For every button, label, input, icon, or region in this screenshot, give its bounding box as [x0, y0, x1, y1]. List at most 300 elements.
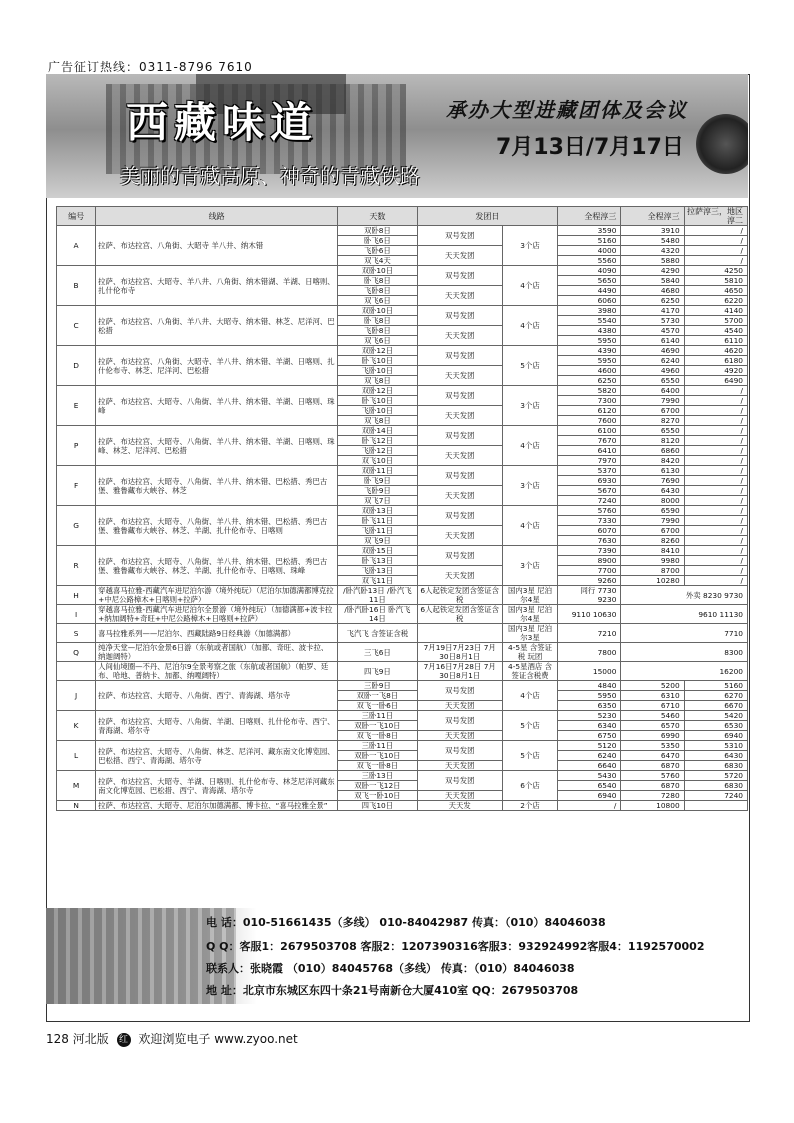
- price-cell: 4000: [558, 246, 621, 256]
- days-cell: 双飞一卧8日: [338, 731, 417, 741]
- shop-count: 3个店: [502, 226, 557, 266]
- price-cell: 6340: [558, 721, 621, 731]
- price-cell: 5820: [558, 386, 621, 396]
- price-cell: 6430: [621, 486, 684, 496]
- price-cell: 6250: [558, 376, 621, 386]
- route-code: Q: [57, 643, 96, 662]
- price-cell: 5160: [684, 681, 747, 691]
- price-cell: 8000: [621, 496, 684, 506]
- price-cell: 4170: [621, 306, 684, 316]
- route-desc: 拉萨、布达拉宫、大昭寺、八角街、西宁、青海湖、塔尔寺: [96, 681, 338, 711]
- price-cell: 5720: [684, 771, 747, 781]
- price-cell: 7280: [621, 791, 684, 801]
- price-cell: /: [684, 506, 747, 516]
- price-cell: 7700: [558, 566, 621, 576]
- route-code: D: [57, 346, 96, 386]
- price-cell: 6940: [558, 791, 621, 801]
- price-cell: 8260: [621, 536, 684, 546]
- price-cell: 5200: [621, 681, 684, 691]
- price-cell: 9980: [621, 556, 684, 566]
- days-cell: 卧飞12日: [338, 436, 417, 446]
- price-cell: 5950: [558, 356, 621, 366]
- shop-count: 5个店: [502, 711, 557, 741]
- departure-cell: 双号发团: [417, 226, 502, 246]
- table-row: [57, 226, 748, 236]
- days-cell: 双卧8日: [338, 226, 417, 236]
- price-cell: 5950: [558, 691, 621, 701]
- price-cell: 5430: [558, 771, 621, 781]
- departure-cell: 天天发团: [417, 526, 502, 546]
- days-cell: 双卧一飞10日: [338, 721, 417, 731]
- shop-count: 6个店: [502, 771, 557, 801]
- price-cell: 9260: [558, 576, 621, 586]
- price-cell: /: [684, 426, 747, 436]
- price-cell: /: [684, 536, 747, 546]
- logo-icon: 红: [117, 1033, 131, 1047]
- days-cell: 四飞10日: [338, 801, 417, 811]
- route-code: [57, 662, 96, 681]
- price-cell: 5810: [684, 276, 747, 286]
- price-cell: 6940: [684, 731, 747, 741]
- table-row: [57, 741, 748, 751]
- price-cell: /: [684, 526, 747, 536]
- days-cell: 双飞4天: [338, 256, 417, 266]
- days-cell: 三卧9日: [338, 681, 417, 691]
- price-cell: 4650: [684, 286, 747, 296]
- price-cell: 8420: [621, 456, 684, 466]
- hotel-cell: 国内3星 尼泊尔3星: [502, 624, 557, 643]
- route-desc: 拉萨、布达拉宫、大昭寺、羊八井、八角街、纳木错湖、羊湖、日喀则、扎什伦布寺: [96, 266, 338, 306]
- days-cell: 四飞9日: [338, 662, 417, 681]
- price-cell: 4290: [621, 266, 684, 276]
- route-desc: 拉萨、布达拉宫、大昭寺、八角街、羊八井、纳木错、巴松措、秀巴古堡、雅鲁藏布大峡谷、林芝、羊湖、扎什伦布寺、日喀则: [96, 506, 338, 546]
- banner: [46, 74, 748, 198]
- days-cell: 双飞一卧10日: [338, 791, 417, 801]
- contact-person: 联系人：张晓霞 （010）84045768（多线） 传真：（010）84046038: [206, 962, 575, 975]
- table-row: [57, 662, 748, 681]
- departure-cell: 双号发团: [417, 466, 502, 486]
- departure-cell: [417, 624, 502, 643]
- table-row: [57, 681, 748, 691]
- route-code: E: [57, 386, 96, 426]
- price-cell: 5650: [558, 276, 621, 286]
- price-cell: /: [684, 576, 747, 586]
- route-code: N: [57, 801, 96, 811]
- price-cell: /: [684, 396, 747, 406]
- price-cell: 6750: [558, 731, 621, 741]
- price-cell: 5950: [558, 336, 621, 346]
- price-cell: 6860: [621, 446, 684, 456]
- price-cell: 6530: [684, 721, 747, 731]
- route-code: B: [57, 266, 96, 306]
- shop-count: 3个店: [502, 546, 557, 586]
- site-link[interactable]: 欢迎浏览电子 www.zyoo.net: [138, 1032, 298, 1046]
- price-cell: /: [684, 226, 747, 236]
- price-cell: 4840: [558, 681, 621, 691]
- price-cell: 6930: [558, 476, 621, 486]
- departure-cell: 天天发团: [417, 731, 502, 741]
- route-desc: 拉萨、布达拉宫、大昭寺、八角街、羊八井、纳木错、巴松措、秀巴古堡、雅鲁藏布大峡谷、林芝、羊湖、扎什伦布寺、日喀则、珠峰: [96, 546, 338, 586]
- price-cell: 5840: [621, 276, 684, 286]
- price-cell: 4620: [684, 346, 747, 356]
- departure-cell: 双号发团: [417, 266, 502, 286]
- price-cell: 6350: [558, 701, 621, 711]
- days-cell: 飞卧8日: [338, 286, 417, 296]
- days-cell: /卧汽卧16日 卧汽飞14日: [338, 605, 417, 624]
- days-cell: 卧飞10日: [338, 396, 417, 406]
- days-cell: 双飞8日: [338, 376, 417, 386]
- price-cell: /: [684, 246, 747, 256]
- days-cell: 飞卧9日: [338, 486, 417, 496]
- days-cell: 三卧11日: [338, 741, 417, 751]
- header-departure: 发团日: [417, 207, 558, 226]
- days-cell: 飞卧6日: [338, 246, 417, 256]
- contact-phone: 电 话：010-51661435（多线） 010-84042987 传真：（010）84046038: [206, 916, 606, 929]
- price-cell: 6250: [621, 296, 684, 306]
- route-code: H: [57, 586, 96, 605]
- price-cell: 6140: [621, 336, 684, 346]
- route-desc: 穿越喜马拉雅-西藏汽车进尼泊尔全景游（境外纯玩）（加德满都+波卡拉+纳加阔特+奇旺+中尼公路樟木+日喀则+拉萨）: [96, 605, 338, 624]
- table-row: [57, 801, 748, 811]
- departure-cell: 双号发团: [417, 546, 502, 566]
- route-desc: 拉萨、布达拉宫、八角街、羊八井、大昭寺、纳木错、林芝、尼洋河、巴松措: [96, 306, 338, 346]
- price-cell: 6270: [684, 691, 747, 701]
- days-cell: 三飞6日: [338, 643, 417, 662]
- table-row: [57, 605, 748, 624]
- header-code: 编号: [57, 207, 96, 226]
- price-cell: /: [684, 446, 747, 456]
- departure-cell: 双号发团: [417, 386, 502, 406]
- departure-cell: 7月16日7月28日 7月30日8月1日: [417, 662, 502, 681]
- days-cell: 三卧11日: [338, 711, 417, 721]
- price-cell: 外卖 8230 9730: [621, 586, 748, 605]
- days-cell: 双飞一卧6日: [338, 701, 417, 711]
- ad-hotline: 广告征订热线：0311-8796 7610: [48, 60, 253, 74]
- hotel-cell: 国内3星 尼泊尔4星: [502, 586, 557, 605]
- table-row: [57, 506, 748, 516]
- price-cell: /: [684, 416, 747, 426]
- route-desc: 人间仙境圈—不丹、尼泊尔9全景考察之旅（东航或者国航）（帕罗、廷布、哈地、普纳卡、加都、纳嘎阔特）: [96, 662, 338, 681]
- price-cell: 5760: [558, 506, 621, 516]
- price-cell: /: [684, 456, 747, 466]
- route-desc: 拉萨、布达拉宫、大昭寺、羊湖、日喀则、扎什伦布寺、林芝尼洋河藏东南文化博览园、巴松措、西宁、青海湖、塔尔寺: [96, 771, 338, 801]
- price-cell: 5700: [684, 316, 747, 326]
- days-cell: 双飞10日: [338, 456, 417, 466]
- days-cell: 三卧13日: [338, 771, 417, 781]
- tour-price-table: [56, 206, 748, 811]
- price-cell: 4090: [558, 266, 621, 276]
- price-cell: 10280: [621, 576, 684, 586]
- price-cell: 7240: [684, 791, 747, 801]
- price-cell: 7710: [621, 624, 748, 643]
- departure-cell: 6人起铁定发团含签证含税: [417, 605, 502, 624]
- route-desc: 拉萨、布达拉宫、大昭寺、八角街、羊八井、纳木错、羊湖、日喀则、珠峰、林芝、尼洋河、巴松措: [96, 426, 338, 466]
- price-cell: 8300: [621, 643, 748, 662]
- route-code: G: [57, 506, 96, 546]
- price-cell: /: [684, 486, 747, 496]
- price-cell: 5480: [621, 236, 684, 246]
- days-cell: 飞卧12日: [338, 446, 417, 456]
- departure-cell: 双号发团: [417, 346, 502, 366]
- departure-cell: 天天发团: [417, 791, 502, 801]
- departure-cell: 双号发团: [417, 711, 502, 731]
- table-row: [57, 266, 748, 276]
- table-row: [57, 306, 748, 316]
- route-code: J: [57, 681, 96, 711]
- price-cell: 4390: [558, 346, 621, 356]
- price-cell: 4920: [684, 366, 747, 376]
- price-cell: 6310: [621, 691, 684, 701]
- price-cell: /: [684, 406, 747, 416]
- days-cell: 飞卧10日: [338, 406, 417, 416]
- price-cell: 5540: [558, 316, 621, 326]
- price-cell: 6640: [558, 761, 621, 771]
- price-cell: 同行 7730 9230: [558, 586, 621, 605]
- shop-count: 5个店: [502, 346, 557, 386]
- price-cell: 7390: [558, 546, 621, 556]
- departure-cell: 双号发团: [417, 771, 502, 791]
- price-cell: 9110 10630: [558, 605, 621, 624]
- route-desc: 喜马拉雅系列——尼泊尔、西藏陆路9日经典游（加德满都）: [96, 624, 338, 643]
- price-cell: 4960: [621, 366, 684, 376]
- price-cell: /: [684, 496, 747, 506]
- price-cell: 5670: [558, 486, 621, 496]
- table-row: [57, 426, 748, 436]
- shop-count: 3个店: [502, 386, 557, 426]
- price-cell: 6830: [684, 781, 747, 791]
- days-cell: 飞卧11日: [338, 526, 417, 536]
- price-cell: 7690: [621, 476, 684, 486]
- price-cell: 4250: [684, 266, 747, 276]
- route-desc: 拉萨、布达拉宫、大昭寺、八角街、羊八井、纳木错、巴松措、秀巴古堡、雅鲁藏布大峡谷、林芝: [96, 466, 338, 506]
- price-cell: 3980: [558, 306, 621, 316]
- departure-cell: 天天发团: [417, 406, 502, 426]
- table-row: [57, 546, 748, 556]
- brand-title: 西藏味道: [126, 98, 319, 147]
- departure-cell: 双号发团: [417, 681, 502, 701]
- price-cell: 8270: [621, 416, 684, 426]
- price-cell: 6990: [621, 731, 684, 741]
- price-cell: 7600: [558, 416, 621, 426]
- price-cell: /: [684, 256, 747, 266]
- header-price-1: 全程淳三: [558, 207, 621, 226]
- price-cell: 6240: [558, 751, 621, 761]
- departure-cell: 天天发团: [417, 326, 502, 346]
- header-price-3: 拉萨淳三，地区淳二: [684, 207, 747, 226]
- price-cell: /: [684, 556, 747, 566]
- price-cell: /: [558, 801, 621, 811]
- days-cell: 双飞6日: [338, 296, 417, 306]
- price-cell: 6550: [621, 426, 684, 436]
- price-cell: /: [684, 436, 747, 446]
- table-row: [57, 346, 748, 356]
- shop-count: 3个店: [502, 466, 557, 506]
- price-cell: /: [684, 236, 747, 246]
- price-cell: 7300: [558, 396, 621, 406]
- departure-cell: 双号发团: [417, 426, 502, 446]
- price-cell: 6070: [558, 526, 621, 536]
- table-header-row: [57, 207, 748, 226]
- price-cell: 6220: [684, 296, 747, 306]
- contact-qq: Q Q：客服1：2679503708 客服2：1207390316客服3：932924992客服4：1192570002: [206, 940, 705, 953]
- price-cell: 8700: [621, 566, 684, 576]
- days-cell: 双卧14日: [338, 426, 417, 436]
- page-footer: [46, 1030, 298, 1047]
- price-cell: 15000: [558, 662, 621, 681]
- price-cell: 6490: [684, 376, 747, 386]
- price-cell: 10800: [621, 801, 684, 811]
- departure-cell: 天天发团: [417, 701, 502, 711]
- route-desc: 拉萨、布达拉宫、大昭寺、八角街、林芝、尼洋河、藏东南文化博览园、巴松措、西宁、青海湖、塔尔寺: [96, 741, 338, 771]
- price-cell: 8410: [621, 546, 684, 556]
- days-cell: 卧飞9日: [338, 476, 417, 486]
- route-code: R: [57, 546, 96, 586]
- shop-count: 4个店: [502, 506, 557, 546]
- price-cell: 6570: [621, 721, 684, 731]
- price-cell: 4380: [558, 326, 621, 336]
- days-cell: 双飞7日: [338, 496, 417, 506]
- brand-dates: 7月13日/7月17日: [496, 135, 684, 160]
- route-code: S: [57, 624, 96, 643]
- header-days: 天数: [338, 207, 417, 226]
- departure-cell: 天天发: [417, 801, 502, 811]
- route-desc: 纯净天堂—尼泊尔金景6日游（东航或者国航）（加都、奇旺、波卡拉、纳迦阔特）: [96, 643, 338, 662]
- price-cell: /: [684, 466, 747, 476]
- price-cell: 8900: [558, 556, 621, 566]
- days-cell: 飞卧13日: [338, 566, 417, 576]
- days-cell: 卧飞13日: [338, 556, 417, 566]
- price-cell: 7800: [558, 643, 621, 662]
- days-cell: 双飞11日: [338, 576, 417, 586]
- price-cell: /: [684, 516, 747, 526]
- days-cell: 双卧一飞12日: [338, 781, 417, 791]
- price-cell: 6120: [558, 406, 621, 416]
- header-price-2: 全程淳三: [621, 207, 684, 226]
- brand-slogan: 美丽的青藏高原、神奇的青藏铁路: [120, 164, 420, 188]
- price-cell: 4320: [621, 246, 684, 256]
- price-cell: 5460: [621, 711, 684, 721]
- price-cell: 6130: [621, 466, 684, 476]
- days-cell: 卧飞8日: [338, 276, 417, 286]
- days-cell: 双卧一飞8日: [338, 691, 417, 701]
- price-cell: 6870: [621, 781, 684, 791]
- price-cell: 4690: [621, 346, 684, 356]
- contact-footer: [46, 908, 748, 1004]
- route-desc: 穿越喜马拉雅-西藏汽车进尼泊尔游（境外纯玩）（尼泊尔加德满都博克拉+中尼公路樟木+日喀则+拉萨）: [96, 586, 338, 605]
- days-cell: 卧飞8日: [338, 316, 417, 326]
- shop-count: 5个店: [502, 741, 557, 771]
- table-row: [57, 771, 748, 781]
- price-cell: 6060: [558, 296, 621, 306]
- shop-count: 4个店: [502, 426, 557, 466]
- price-cell: 6550: [621, 376, 684, 386]
- brand-subtitle: 承办大型进藏团体及会议: [446, 98, 688, 122]
- price-cell: 7670: [558, 436, 621, 446]
- departure-cell: 7月19日7月23日 7月30日8月1日: [417, 643, 502, 662]
- days-cell: 双卧12日: [338, 386, 417, 396]
- price-cell: 5420: [684, 711, 747, 721]
- route-code: K: [57, 711, 96, 741]
- price-cell: [684, 801, 747, 811]
- price-cell: 4680: [621, 286, 684, 296]
- price-cell: 8120: [621, 436, 684, 446]
- shop-count: 2个店: [502, 801, 557, 811]
- route-desc: 拉萨、布达拉宫、大昭寺、八角街、羊八井、纳木错、羊湖、日喀则、珠峰: [96, 386, 338, 426]
- prayer-wheel-image: [696, 114, 748, 174]
- departure-cell: 双号发团: [417, 506, 502, 526]
- price-cell: 7630: [558, 536, 621, 546]
- price-cell: 5560: [558, 256, 621, 266]
- departure-cell: 天天发团: [417, 566, 502, 586]
- price-cell: 3910: [621, 226, 684, 236]
- page-number: 128 河北版: [46, 1032, 109, 1046]
- price-cell: 6110: [684, 336, 747, 346]
- price-cell: 4490: [558, 286, 621, 296]
- price-cell: 6540: [558, 781, 621, 791]
- price-cell: 5350: [621, 741, 684, 751]
- departure-cell: 天天发团: [417, 286, 502, 306]
- price-cell: 5880: [621, 256, 684, 266]
- days-cell: 飞汽飞 含签证含税: [338, 624, 417, 643]
- route-code: M: [57, 771, 96, 801]
- days-cell: 双飞一卧8日: [338, 761, 417, 771]
- days-cell: 飞卧8日: [338, 326, 417, 336]
- departure-cell: 天天发团: [417, 486, 502, 506]
- route-code: I: [57, 605, 96, 624]
- route-code: F: [57, 466, 96, 506]
- hotel-cell: 4-5星 含签证税 玩团: [502, 643, 557, 662]
- days-cell: 卧飞11日: [338, 516, 417, 526]
- price-cell: 7240: [558, 496, 621, 506]
- price-cell: 6180: [684, 356, 747, 366]
- price-cell: 4540: [684, 326, 747, 336]
- hotel-cell: 国内3星 尼泊尔4星: [502, 605, 557, 624]
- days-cell: 双飞8日: [338, 416, 417, 426]
- price-cell: 5760: [621, 771, 684, 781]
- price-cell: 6470: [621, 751, 684, 761]
- table-row: [57, 586, 748, 605]
- table-row: [57, 624, 748, 643]
- days-cell: 双卧10日: [338, 306, 417, 316]
- price-cell: 5370: [558, 466, 621, 476]
- shop-count: 4个店: [502, 266, 557, 306]
- days-cell: 卧飞6日: [338, 236, 417, 246]
- price-cell: 6670: [684, 701, 747, 711]
- price-cell: 4570: [621, 326, 684, 336]
- price-cell: 7970: [558, 456, 621, 466]
- header-route: 线路: [96, 207, 338, 226]
- route-desc: 拉萨、布达拉宫、大昭寺、尼泊尔加德满都、博卡拉、“喜马拉雅全景”: [96, 801, 338, 811]
- days-cell: 双飞9日: [338, 536, 417, 546]
- price-cell: 5230: [558, 711, 621, 721]
- shop-count: 4个店: [502, 306, 557, 346]
- departure-cell: 天天发团: [417, 761, 502, 771]
- price-cell: 9610 11130: [621, 605, 748, 624]
- price-cell: 7210: [558, 624, 621, 643]
- price-cell: 6830: [684, 761, 747, 771]
- price-cell: 7330: [558, 516, 621, 526]
- route-desc: 拉萨、布达拉宫、大昭寺、八角街、羊湖、日喀则、扎什伦布寺、西宁、青海湖、塔尔寺: [96, 711, 338, 741]
- table-row: [57, 466, 748, 476]
- price-cell: 5120: [558, 741, 621, 751]
- price-cell: 6700: [621, 406, 684, 416]
- price-cell: 6430: [684, 751, 747, 761]
- price-cell: /: [684, 546, 747, 556]
- route-desc: 拉萨、布达拉宫、八角街、大昭寺 羊八井、纳木错: [96, 226, 338, 266]
- price-cell: 6710: [621, 701, 684, 711]
- table-row: [57, 643, 748, 662]
- price-cell: /: [684, 566, 747, 576]
